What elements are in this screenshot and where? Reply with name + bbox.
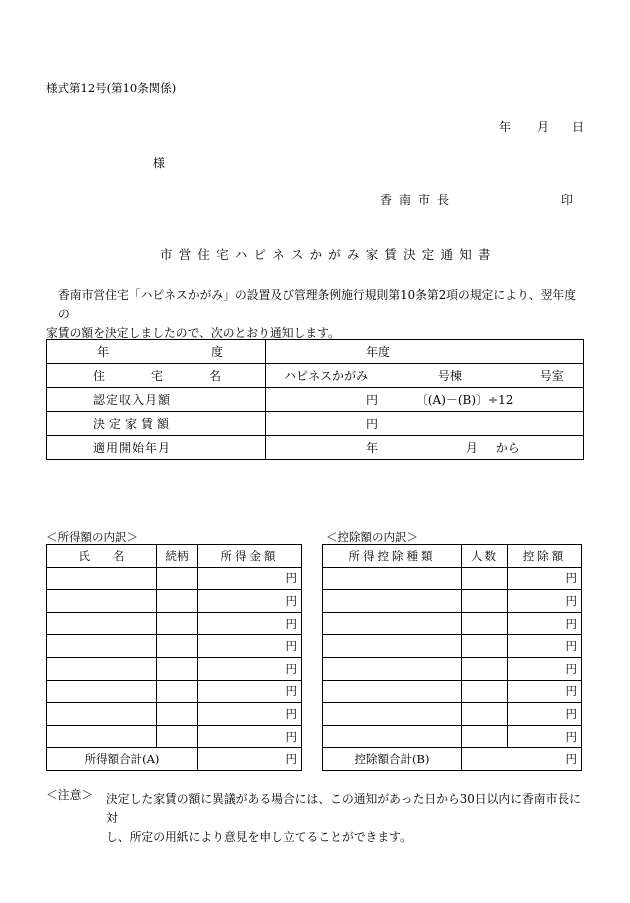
table-header-row [47, 545, 302, 568]
deduction-amount-cell: 円 [508, 680, 582, 703]
label-house-3: 名 [208, 369, 221, 383]
deduction-breakdown-table [322, 544, 582, 771]
relationship-cell [157, 635, 198, 658]
header-person-count: 人数 [462, 545, 508, 568]
start-year-suffix: 年 [366, 441, 379, 455]
table-row [47, 590, 302, 613]
header-income-amount: 所得金額 [198, 545, 302, 568]
name-cell [47, 567, 157, 590]
relationship-cell [157, 725, 198, 748]
building-suffix: 号棟 [437, 369, 462, 383]
start-month-cell [266, 436, 584, 460]
note-line-2: し、所定の用紙により意見を申し立てることができます。 [106, 830, 412, 844]
fiscal-year-suffix: 年度 [366, 345, 391, 359]
table-row [47, 612, 302, 635]
date-day-label: 日 [572, 120, 585, 134]
label-decided-rent: 決定家賃額 [93, 417, 174, 431]
income-table-caption: ＜所得額の内訳＞ [46, 530, 138, 544]
row-label-cell [47, 412, 266, 436]
relationship-cell [157, 680, 198, 703]
deduction-amount-cell: 円 [508, 657, 582, 680]
person-count-cell [462, 635, 508, 658]
decided-rent-yen: 円 [366, 417, 379, 431]
table-row [47, 703, 302, 726]
table-row [47, 567, 302, 590]
deduction-total-spacer [462, 748, 508, 771]
deduction-amount-cell: 円 [508, 635, 582, 658]
row-label-cell [47, 436, 266, 460]
row-label-cell [47, 340, 266, 364]
name-cell [47, 612, 157, 635]
issuer-name: 香南市長 [380, 193, 457, 207]
label-certified-income: 認定収入月額 [93, 393, 172, 407]
table-row [323, 635, 582, 658]
table-row [47, 364, 584, 388]
deduction-total-cell: 円 [508, 748, 582, 771]
income-amount-cell: 円 [198, 590, 302, 613]
row-label-cell [47, 364, 266, 388]
relationship-cell [157, 567, 198, 590]
deduction-type-cell [323, 703, 462, 726]
person-count-cell [462, 612, 508, 635]
deduction-amount-cell: 円 [508, 590, 582, 613]
certified-income-cell [266, 388, 584, 412]
header-deduction-amount: 控除額 [508, 545, 582, 568]
seal-mark: 印 [561, 193, 574, 207]
label-fiscal-year-2: 度 [210, 345, 223, 359]
deduction-amount-cell: 円 [508, 567, 582, 590]
table-row [47, 388, 584, 412]
income-total-cell: 円 [198, 748, 302, 771]
name-cell [47, 680, 157, 703]
intro-paragraph [46, 286, 586, 343]
person-count-cell [462, 657, 508, 680]
date-month-label: 月 [537, 120, 550, 134]
income-breakdown-table [46, 544, 302, 771]
deduction-amount-cell: 円 [508, 725, 582, 748]
label-fiscal-year-1: 年 [97, 345, 110, 359]
table-row [323, 612, 582, 635]
certified-income-yen: 円 [366, 393, 379, 407]
decided-rent-cell [266, 412, 584, 436]
deduction-amount-cell: 円 [508, 703, 582, 726]
relationship-cell [157, 590, 198, 613]
income-total-row [47, 748, 302, 771]
table-row [323, 657, 582, 680]
start-from-label: から [495, 441, 520, 455]
house-name-value: ハピネスかがみ [284, 369, 369, 383]
table-row [323, 680, 582, 703]
table-row [47, 412, 584, 436]
label-start-month: 適用開始年月 [93, 441, 172, 455]
table-row [323, 590, 582, 613]
table-row [323, 703, 582, 726]
house-name-cell [266, 364, 584, 388]
income-amount-cell: 円 [198, 725, 302, 748]
header-relationship: 続柄 [157, 545, 198, 568]
header-name: 氏 名 [47, 545, 157, 568]
income-amount-cell: 円 [198, 612, 302, 635]
note-label: ＜注意＞ [46, 788, 94, 802]
note-line-1: 決定した家賃の額に異議がある場合には、この通知があった日から30日以内に香南市長に対 [106, 792, 581, 825]
income-amount-cell: 円 [198, 635, 302, 658]
income-amount-cell: 円 [198, 703, 302, 726]
table-row [47, 340, 584, 364]
deduction-type-cell [323, 567, 462, 590]
row-label-cell [47, 388, 266, 412]
income-amount-cell: 円 [198, 657, 302, 680]
date-year-label: 年 [499, 120, 512, 134]
deduction-total-label: 控除額合計(B) [323, 748, 462, 771]
deduction-total-row [323, 748, 582, 771]
table-row [323, 567, 582, 590]
name-cell [47, 657, 157, 680]
note-text [106, 790, 586, 847]
intro-line-2: 家賃の額を決定しましたので、次のとおり通知します。 [46, 326, 340, 340]
income-amount-cell: 円 [198, 680, 302, 703]
person-count-cell [462, 590, 508, 613]
rent-decision-table [46, 339, 584, 460]
document-title: 市営住宅ハピネスかがみ家賃決定通知書 [160, 247, 497, 262]
recipient-suffix: 様 [153, 156, 166, 170]
income-total-label: 所得額合計(A) [47, 748, 198, 771]
certified-income-formula: 〔(A)－(B)〕÷12 [415, 393, 514, 407]
name-cell [47, 703, 157, 726]
header-deduction-type: 所得控除種類 [323, 545, 462, 568]
deduction-amount-cell: 円 [508, 612, 582, 635]
name-cell [47, 725, 157, 748]
table-row [47, 635, 302, 658]
relationship-cell [157, 657, 198, 680]
income-amount-cell: 円 [198, 567, 302, 590]
person-count-cell [462, 680, 508, 703]
relationship-cell [157, 703, 198, 726]
form-number: 様式第12号(第10条関係) [46, 81, 177, 95]
intro-line-1: 香南市営住宅「ハピネスかがみ」の設置及び管理条例施行規則第10条第2項の規定により、翌年度の [58, 288, 576, 321]
name-cell [47, 590, 157, 613]
deduction-table-caption: ＜控除額の内訳＞ [326, 530, 418, 544]
deduction-type-cell [323, 680, 462, 703]
deduction-type-cell [323, 725, 462, 748]
table-row [47, 657, 302, 680]
table-row [47, 436, 584, 460]
label-house-2: 宅 [150, 369, 163, 383]
label-house-1: 住 [93, 369, 106, 383]
table-row [323, 725, 582, 748]
table-row [47, 680, 302, 703]
table-header-row [323, 545, 582, 568]
person-count-cell [462, 703, 508, 726]
deduction-type-cell [323, 635, 462, 658]
deduction-type-cell [323, 612, 462, 635]
person-count-cell [462, 567, 508, 590]
relationship-cell [157, 612, 198, 635]
deduction-type-cell [323, 657, 462, 680]
start-month-suffix: 月 [465, 441, 478, 455]
room-suffix: 号室 [539, 369, 564, 383]
person-count-cell [462, 725, 508, 748]
fiscal-year-cell [266, 340, 584, 364]
table-row [47, 725, 302, 748]
name-cell [47, 635, 157, 658]
deduction-type-cell [323, 590, 462, 613]
